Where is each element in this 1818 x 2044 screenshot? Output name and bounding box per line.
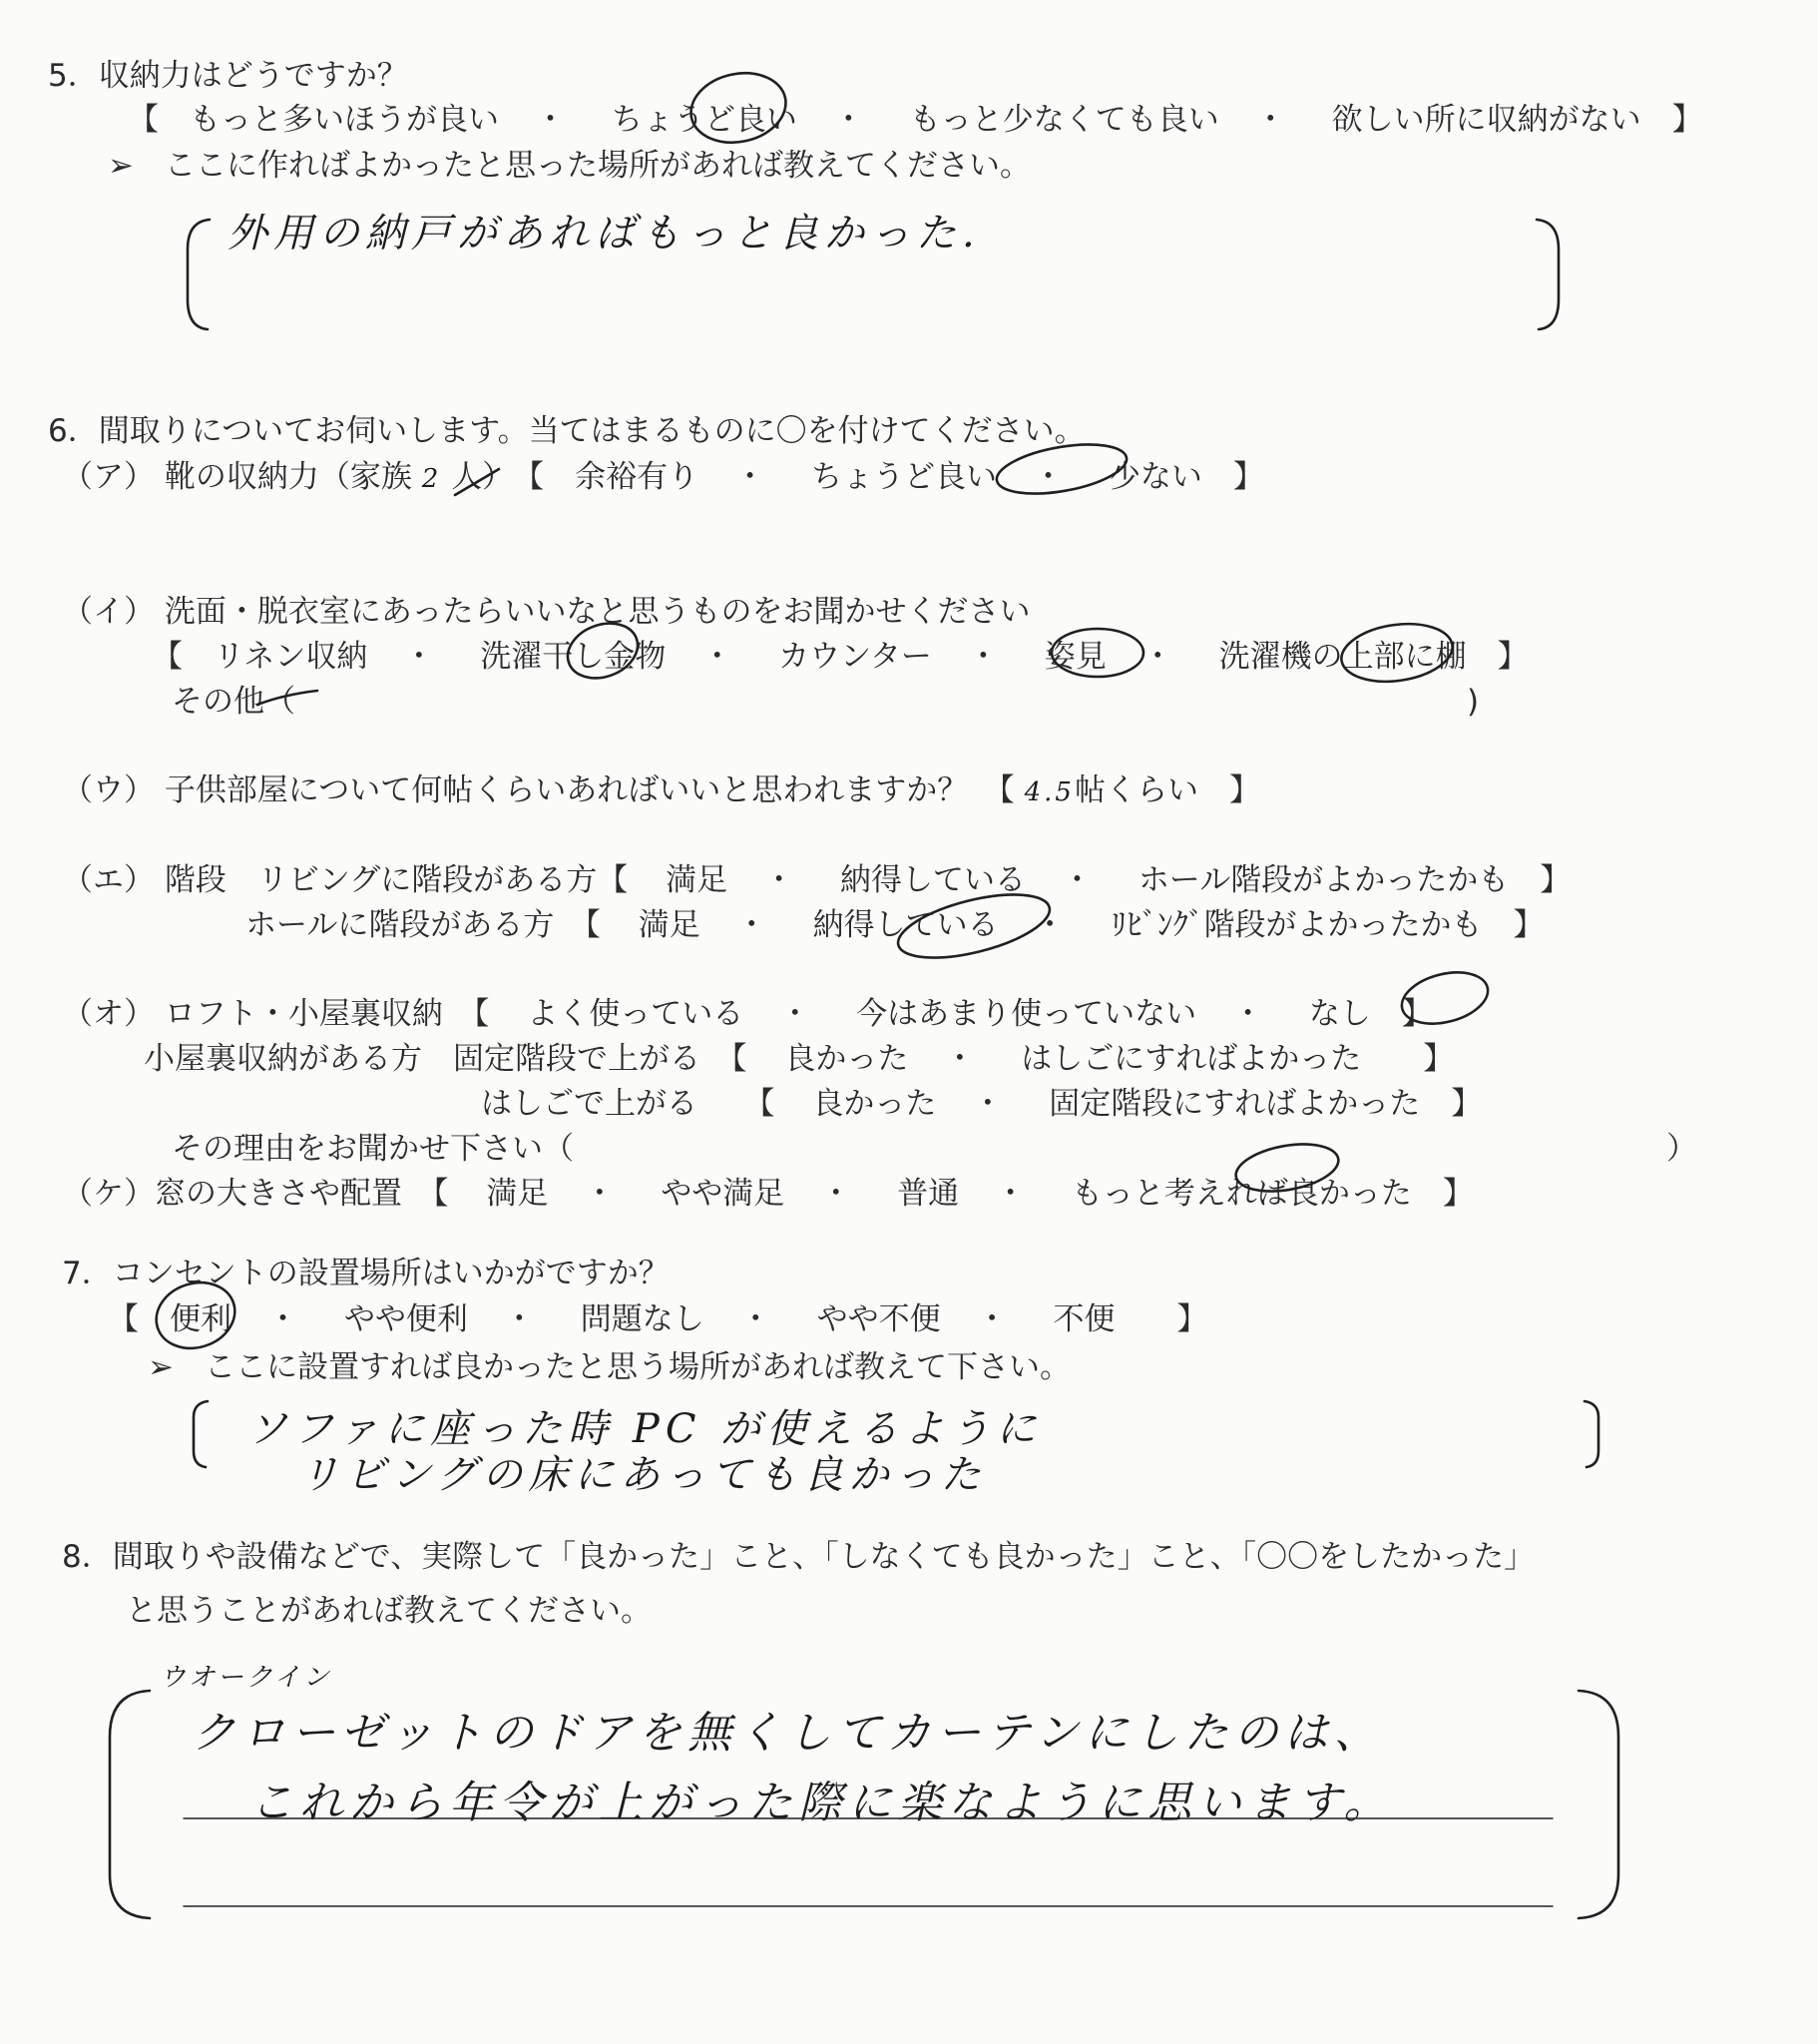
q8-answer-line2[interactable]: これから年令が上がった際に楽なように思います。 [249,1778,1394,1828]
q6-a-label: （ア） 靴の収納力（家族 [62,459,412,495]
q8-title: 8．間取りや設備などで、実際して「良かった」こと、「しなくても良かった」こと、「〇〇をしたかった」 [62,1539,1536,1575]
q6-o-line1-option-none[interactable]: なし 】 [1308,996,1433,1032]
q5-bracket-right [1537,220,1559,329]
q6-e-line2-label: ホールに階段がある方 【 [245,907,601,943]
q6-i-other-close: ) [1467,684,1480,720]
q6-i-option-linen[interactable]: 【 リネン収納 [152,639,368,675]
q6-o-line2-option-ladder[interactable]: はしごにすればよかった 】 [1021,1041,1455,1077]
q6-i-option-drying[interactable]: 洗濯干し金物 [480,639,667,675]
q6-o-line3-option-good[interactable]: 良かった [812,1086,937,1122]
q7-answer-line2[interactable]: リビングの床にあっても良かった [299,1452,987,1498]
q6-u-label: （ウ） 子供部屋について何帖くらいあればいいと思われますか？ 【 [62,772,1015,808]
q6-a-option-just-right[interactable]: ちょうど良い [810,459,997,495]
q6-o-line3-label: はしごで上がる 【 [481,1086,775,1122]
q6-a-family-count[interactable]: 2 [421,464,442,494]
q6-o-reason-close: ） [1666,1131,1697,1167]
q7-bracket-left [194,1401,208,1467]
q5-option-just-right[interactable]: ちょうど良い [611,102,797,138]
q6-e-line2-option-accept[interactable]: 納得している [812,907,999,943]
q5-option-more[interactable]: 【 もっと多いほうが良い [128,102,499,138]
q5-title: 5．収納力はどうですか？ [48,58,408,94]
q7-title: 7．コンセントの設置場所はいかがですか？ [62,1256,670,1291]
q6-ke-row: （ケ）窓の大きさや配置 【 満足 ・ やや満足 ・ 普通 ・ もっと考えれば良かった 】 [62,1176,1474,1212]
q6-i-label: （イ） 洗面・脱衣室にあったらいいなと思うものをお聞かせください [62,594,1031,630]
q5-answer[interactable]: 外用の納戸があればもっと良かった. [227,211,981,256]
q6-u-answer[interactable]: 4.5 [1024,777,1075,807]
q7-option-convenient[interactable]: 【 便利 [108,1301,231,1337]
q7-bracket-right [1585,1401,1598,1467]
q6-o-line1-option-often[interactable]: よく使っている [527,996,744,1032]
q5-options: 【 もっと多いほうが良い ・ ちょうど良い ・ もっと少なくても良い ・ 欲しい所に収納がない 】 [128,102,1703,138]
q6-e-row1: （エ） 階段 リビングに階段がある方【 満足 ・ 納得している ・ ホール階段がよかったかも 】 [62,862,1572,898]
q5-option-less[interactable]: もっと少なくても良い [909,102,1219,138]
q6-i-options: 【 リネン収納 ・ 洗濯干し金物 ・ カウンター ・ 姿見 ・ 洗濯機の上部に棚 】 [152,639,1529,675]
q6-e-line1-option-satisfied[interactable]: 満足 [666,862,728,898]
q6-o-row1: （オ） ロフト・小屋裏収納 【 よく使っている ・ 今はあまり使っていない ・ なし 】 [62,996,1433,1032]
q6-title: 6．間取りについてお伺いします。当てはまるものに〇を付けてください。 [48,413,1086,449]
q6-ke-label: （ケ）窓の大きさや配置 【 [62,1176,449,1212]
q6-e-line1-option-accept[interactable]: 納得している [839,862,1026,898]
q5-option-missing[interactable]: 欲しい所に収納がない 】 [1331,102,1703,138]
q6-o-line3-option-fixed[interactable]: 固定階段にすればよかった 】 [1049,1086,1483,1122]
q6-e-row2: ホールに階段がある方 【 満足 ・ 納得している ・ ﾘﾋﾞﾝｸﾞ階段がよかったかも 】 [245,907,1545,943]
q8-bracket-right [1579,1691,1618,1918]
q6-u-label-end: 帖くらい 】 [1074,772,1260,808]
q6-u-row [62,770,1260,812]
q7-options: 【 便利 ・ やや便利 ・ 問題なし ・ やや不便 ・ 不便 】 [108,1301,1208,1337]
q6-e-line2-option-living[interactable]: ﾘﾋﾞﾝｸﾞ階段がよかったかも 】 [1111,907,1545,943]
q7-option-no-problem[interactable]: 問題なし [580,1301,704,1337]
q5-prompt: ➢ ここに作ればよかったと思った場所があれば教えてください。 [108,148,1031,184]
q7-option-somewhat-inconvenient[interactable]: やや不便 [816,1301,941,1337]
q6-i-option-counter[interactable]: カウンター [778,639,932,675]
q6-o-row2: 小屋裏収納がある方 固定階段で上がる 【 良かった ・ はしごにすればよかった 】 [144,1041,1455,1077]
q7-prompt: ➢ ここに設置すれば良かったと思う場所があれば教えて下さい。 [148,1349,1071,1385]
q8-answer-note[interactable]: ウオークイン [160,1663,332,1693]
q6-o-line2-option-good[interactable]: 良かった [784,1041,909,1077]
q6-o-line1-option-rarely[interactable]: 今はあまり使っていない [856,996,1197,1032]
q7-option-somewhat-convenient[interactable]: やや便利 [343,1301,468,1337]
q6-ke-option-satisfied[interactable]: 満足 [486,1176,549,1212]
q7-answer-line1[interactable]: ソファに座った時 PC が使えるように [247,1406,1043,1452]
q5-bracket-left [188,220,210,329]
q6-e-line1-option-hall[interactable]: ホール階段がよかったかも 】 [1137,862,1572,898]
q6-ke-option-rethink[interactable]: もっと考えれば良かった 】 [1071,1176,1474,1212]
q6-o-line2-label: 小屋裏収納がある方 固定階段で上がる 【 [144,1041,747,1077]
q6-e-line1-label: （エ） 階段 リビングに階段がある方【 [62,862,629,898]
q7-option-inconvenient[interactable]: 不便 】 [1053,1301,1208,1337]
q6-i-option-shelf[interactable]: 洗濯機の上部に棚 】 [1218,639,1529,675]
q6-ke-option-somewhat[interactable]: やや満足 [661,1176,785,1212]
q6-i-option-mirror[interactable]: 姿見 [1044,639,1107,675]
q6-a-option-few[interactable]: 少ない 】 [1109,459,1264,495]
q6-a-row: （ア） 靴の収納力（家族 2 人） 【 余裕有り ・ ちょうど良い ・ 少ない 】 [62,459,1264,495]
q6-ke-option-normal[interactable]: 普通 [897,1176,960,1212]
q8-answer-line1[interactable]: クローゼットのドアを無くしてカーテンにしたのは、 [192,1708,1384,1759]
q6-o-row3: はしごで上がる 【 良かった ・ 固定階段にすればよかった 】 [481,1086,1483,1122]
q6-o-reason[interactable]: その理由をお聞かせ下さい（ [172,1131,574,1167]
q6-i-other[interactable]: その他（ [172,684,295,720]
q6-o-line1-label: （オ） ロフト・小屋裏収納 【 [62,996,490,1032]
q6-e-line2-option-satisfied[interactable]: 満足 [638,907,700,943]
q8-bracket-left [110,1691,150,1918]
q6-a-option-plenty[interactable]: 人） 【 余裕有り [451,459,699,495]
q8-title-2: と思うことがあれば教えてください。 [126,1593,652,1629]
